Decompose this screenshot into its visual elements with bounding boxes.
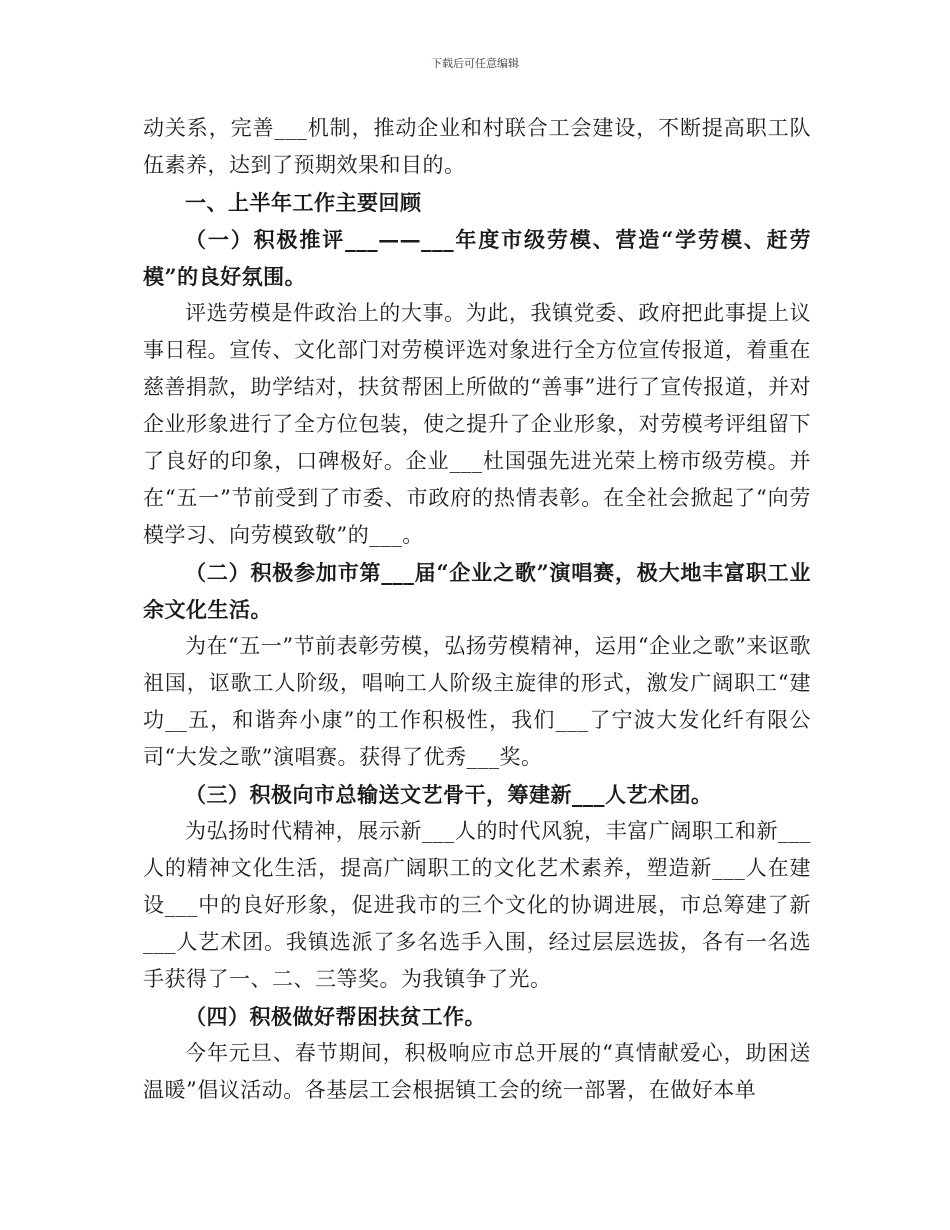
subheading-poverty-relief: （四）积极做好帮困扶贫工作。 (185, 1004, 486, 1029)
subheading-art-troupe: （三）积极向市总输送文艺骨干，筹建新___人艺术团。 (185, 782, 713, 807)
subheading-model-workers: （一）积极推评___——___年度市级劳模、营造“学劳模、赶劳模”的良好氛围。 (143, 227, 811, 289)
paragraph-poverty-relief: 今年元旦、春节期间，积极响应市总开展的“真情献爱心，助困送温暖”倡议活动。各基层工会根据镇工会的统一部署，在做好本单 (143, 1041, 811, 1102)
paragraph-art-troupe: 为弘扬时代精神，展示新___人的时代风貌，丰富广阔职工和新___人的精神文化生活，提高广阔职工的文化艺术素养，塑造新___人在建设___中的良好形象，促进我市的三个文化的协调进展，市总筹建了新___人艺术团。我镇选派了多名选手入围，经过层层选拔，各有一名选手获得了一、二、三等奖。为我镇争了光。 (143, 819, 811, 991)
paragraph-singing-contest: 为在“五一”节前表彰劳模，弘扬劳模精神，运用“企业之歌”来讴歌祖国，讴歌工人阶级，唱响工人阶级主旋律的形式，激发广阔职工“建功__五，和谐奔小康”的工作积极性，我们___了宁波大发化纤有限公司“大发之歌”演唱赛。获得了优秀___奖。 (143, 634, 811, 769)
paragraph-continuation: 动关系，完善___机制，推动企业和村联合工会建设，不断提高职工队伍素养，达到了预期效果和目的。 (143, 116, 811, 177)
document-body (143, 110, 811, 1109)
page-header-note: 下载后可任意编辑 (431, 57, 519, 70)
subheading-singing-contest: （二）积极参加市第___届“企业之歌”演唱赛，极大地丰富职工业余文化生活。 (143, 560, 811, 622)
section-heading-review: 一、上半年工作主要回顾 (185, 190, 422, 215)
paragraph-model-workers: 评选劳模是件政治上的大事。为此，我镇党委、政府把此事提上议事日程。宣传、文化部门对劳模评选对象进行全方位宣传报道，着重在慈善捐款，助学结对，扶贫帮困上所做的“善事”进行了宣传报道，并对企业形象进行了全方位包装，使之提升了企业形象，对劳模考评组留下了良好的印象，口碑极好。企业___杜国强先进光荣上榜市级劳模。并在“五一”节前受到了市委、市政府的热情表彰。在全社会掀起了“向劳模学习、向劳模致敬”的___。 (143, 301, 811, 547)
